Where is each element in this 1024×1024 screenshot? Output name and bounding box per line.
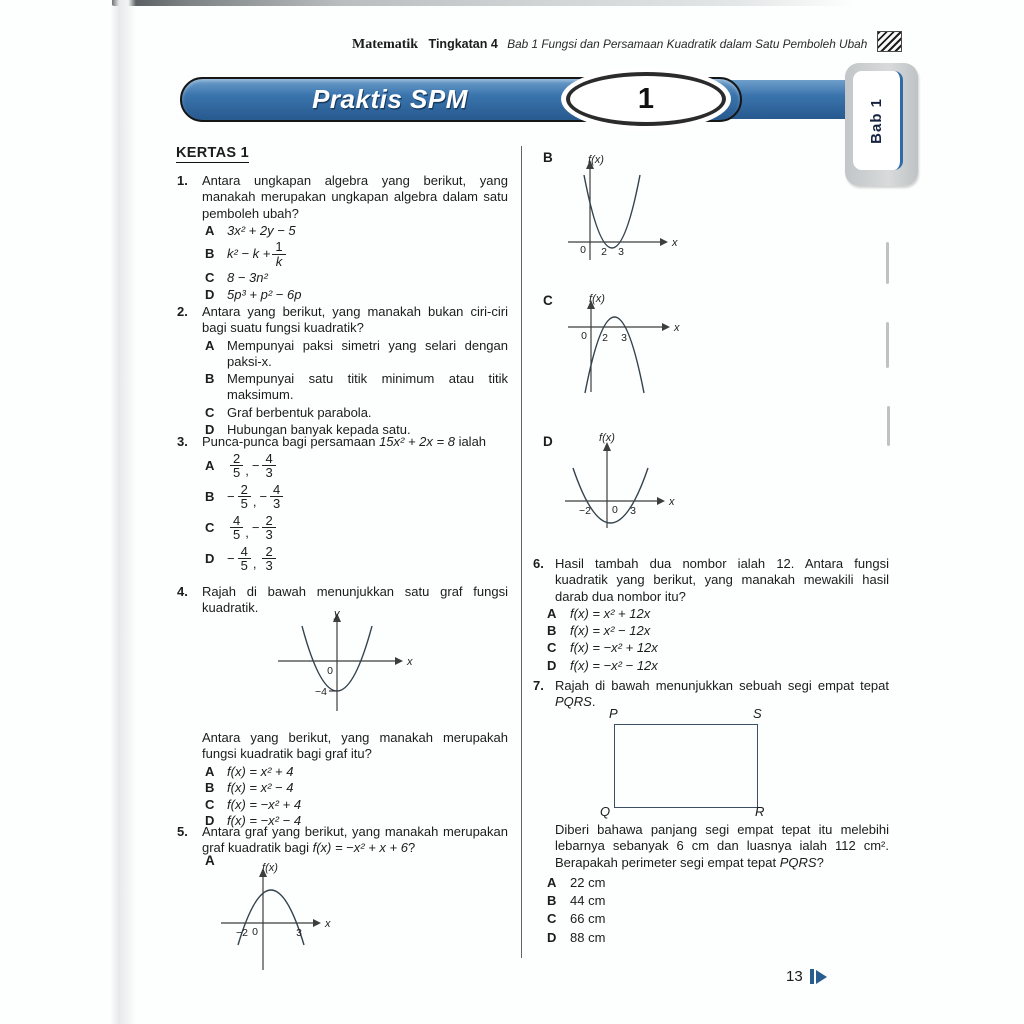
banner-title: Praktis SPM	[312, 84, 468, 114]
option-text: Graf berbentuk parabola.	[227, 404, 372, 420]
publisher-logo-icon	[877, 31, 902, 52]
corner-label-p: P	[609, 706, 618, 721]
option-letter: D	[205, 550, 215, 566]
quadratic-graph-d	[555, 432, 690, 542]
fraction: $\frac{2}{5}$	[230, 452, 243, 480]
option-text: Hubungan banyak kepada satu.	[227, 422, 411, 438]
option-text: 44 cm	[570, 893, 606, 909]
option-letter: A	[205, 763, 215, 779]
option-text: Mempunyai satu titik minimum atau titik maksimum.	[227, 371, 508, 403]
option-c	[205, 797, 508, 813]
question-3	[177, 434, 508, 574]
option-c	[205, 405, 508, 421]
question-number: 6.	[533, 556, 544, 571]
question-text: Antara graf yang berikut, yang manakah merupakan graf kuadratik bagi f(x) = −x² + x + 6?	[202, 824, 508, 856]
option-b	[205, 239, 508, 269]
option-letter: A	[547, 605, 557, 621]
option-formula: 8 − 3n²	[227, 270, 268, 286]
question-5	[177, 824, 508, 857]
option-letter: C	[547, 911, 557, 927]
option-letter: D	[205, 813, 215, 829]
option-letter: D	[547, 657, 557, 673]
tick-label: 3	[618, 246, 624, 258]
question-number: 4.	[177, 584, 188, 599]
x-axis-label: x	[674, 322, 680, 334]
tick-label: 3	[296, 927, 302, 939]
option-c	[547, 911, 889, 927]
origin-label: 0	[252, 926, 258, 938]
option-letter: A	[205, 457, 215, 473]
graph-option-label-b: B	[543, 150, 553, 165]
question-number: 1.	[177, 173, 188, 188]
header-subject: Matematik	[352, 37, 419, 52]
question-7	[533, 678, 889, 711]
graph-option-label-d: D	[543, 434, 553, 449]
quadratic-graph-b	[560, 148, 695, 276]
option-a	[205, 223, 508, 239]
option-letter: D	[205, 287, 215, 303]
running-header	[352, 31, 872, 53]
question-number: 7.	[533, 678, 544, 693]
option-formula: f(x) = x² + 4	[227, 763, 294, 779]
option-letter: B	[205, 488, 215, 504]
option-formula: f(x) = x² − 4	[227, 780, 294, 796]
graph-option-label-c: C	[543, 293, 553, 308]
corner-label-s: S	[753, 706, 762, 721]
fraction: $\frac{4}{3}$	[262, 452, 275, 480]
question-text: Diberi bahawa panjang segi empat tepat itu melebihi lebarnya sebanyak 6 cm dan luasnya ialah 112 cm². Berapakah perimeter segi empat tepat PQRS?	[555, 822, 889, 870]
option-a: A $\frac{2}{5}$ , − $\frac{4}{3}$	[205, 450, 508, 481]
option-formula: f(x) = x² − 12x	[570, 623, 651, 639]
option-letter: B	[547, 893, 557, 909]
page-edge-mark	[886, 242, 889, 284]
question-text: Rajah di bawah menunjukkan sebuah segi empat tepat PQRS.	[555, 678, 889, 710]
header-grade: Tingkatan 4	[428, 37, 498, 51]
option-letter: B	[205, 371, 215, 387]
section-title: KERTAS 1	[176, 145, 250, 161]
option-letter: B	[205, 246, 215, 262]
corner-label-r: R	[755, 804, 765, 819]
option-d	[547, 930, 889, 946]
y-axis-label: f(x)	[588, 154, 604, 166]
option-a	[205, 338, 508, 371]
origin-label: 0	[612, 504, 618, 516]
question-number: 3.	[177, 434, 188, 449]
origin-label: 0	[580, 244, 586, 256]
option-letter: C	[205, 796, 215, 812]
option-b	[547, 893, 889, 909]
tick-label: −2	[236, 927, 248, 939]
question-number: 5.	[177, 824, 188, 839]
fraction: $\frac{1}{k}$	[272, 240, 285, 268]
page-edge-mark	[886, 322, 889, 368]
chapter-number-badge	[566, 72, 726, 126]
option-letter: D	[547, 929, 557, 945]
question-text: Rajah di bawah menunjukkan satu graf fungsi kuadratik.	[202, 584, 508, 616]
question-text: Antara yang berikut, yang manakah merupakah fungsi kuadratik bagi graf itu?	[202, 730, 508, 762]
tick-label: −2	[579, 505, 591, 517]
option-formula: f(x) = −x² + 12x	[570, 640, 658, 656]
option-d	[205, 287, 508, 303]
option-formula: f(x) = −x² − 4	[227, 813, 302, 829]
page-arrow-icon	[816, 970, 827, 984]
option-b	[205, 371, 508, 404]
x-axis-label: x	[669, 496, 675, 508]
page-edge-mark	[887, 406, 890, 446]
quadratic-graph-c	[560, 292, 695, 404]
origin-label: 0	[327, 665, 333, 677]
question-text: Hasil tambah dua nombor ialah 12. Antara fungsi kuadratik yang berikut, yang manakah mewakili hasil darab dua nombor itu?	[555, 556, 889, 604]
question-1	[177, 173, 508, 304]
option-text: Mempunyai paksi simetri yang selari dengan paksi-x.	[227, 337, 508, 369]
fraction: $\frac{4}{5}$	[238, 545, 251, 573]
y-axis-label: f(x)	[599, 432, 615, 444]
min-tick-label: −4	[315, 686, 327, 698]
page-top-edge	[112, 0, 868, 6]
corner-label-q: Q	[600, 804, 611, 819]
option-b: B − $\frac{2}{5}$ , − $\frac{4}{3}$	[205, 481, 508, 512]
x-axis-label: x	[407, 656, 413, 668]
y-axis-label: y	[334, 608, 340, 620]
fraction: $\frac{2}{5}$	[238, 483, 251, 511]
option-letter: C	[547, 640, 557, 656]
option-text: 66 cm	[570, 911, 606, 927]
question-text: Antara yang berikut, yang manakah bukan ciri-ciri bagi suatu fungsi kuadratik?	[202, 304, 508, 336]
option-a	[205, 764, 508, 780]
option-letter: A	[205, 222, 215, 238]
x-axis-label: x	[672, 237, 678, 249]
option-c: C $\frac{4}{5}$ , − $\frac{2}{3}$	[205, 512, 508, 543]
option-formula: f(x) = −x² + 4	[227, 796, 302, 812]
tick-label: 2	[601, 246, 607, 258]
option-letter: A	[547, 874, 557, 890]
option-letter: C	[205, 270, 215, 286]
chapter-number: 1	[637, 82, 655, 115]
question-text: Punca-punca bagi persamaan 15x² + 2x = 8 ialah	[202, 434, 487, 449]
header-chapter-title: Bab 1 Fungsi dan Persamaan Kuadratik dalam Satu Pemboleh Ubah	[507, 37, 868, 51]
option-d: D − $\frac{4}{5}$ , $\frac{2}{3}$	[205, 543, 508, 574]
option-letter: C	[205, 519, 215, 535]
tick-label: 2	[602, 332, 608, 344]
option-formula: 3x² + 2y − 5	[227, 222, 296, 238]
option-a	[547, 606, 889, 622]
option-c	[547, 640, 889, 656]
option-letter: C	[205, 404, 215, 420]
fraction: $\frac{2}{3}$	[262, 545, 275, 573]
option-text: 88 cm	[570, 929, 606, 945]
page-left-edge	[110, 0, 136, 1024]
fraction: $\frac{2}{3}$	[262, 514, 275, 542]
question-number: 2.	[177, 304, 188, 319]
option-letter: B	[205, 780, 215, 796]
bab-tab-label: Bab 1	[868, 97, 885, 144]
column-divider	[521, 146, 522, 958]
graph-option-label-a: A	[205, 853, 215, 868]
option-c	[205, 270, 508, 286]
page-number: 13	[786, 968, 803, 985]
option-formula: 5p³ + p² − 6p	[227, 287, 302, 303]
fraction: $\frac{4}{5}$	[230, 514, 243, 542]
option-letter: A	[205, 337, 215, 353]
tick-label: 3	[630, 505, 636, 517]
option-a	[547, 875, 889, 891]
origin-label: 0	[581, 330, 587, 342]
bab-side-tab	[845, 63, 918, 186]
question-formula: 15x² + 2x = 8	[379, 434, 455, 449]
bab-side-tab-inner	[853, 71, 903, 170]
x-axis-label: x	[325, 918, 331, 930]
page-arrow-icon	[810, 969, 814, 984]
question-2	[177, 304, 508, 438]
question-4-choices	[177, 730, 508, 829]
option-letter: D	[205, 422, 215, 438]
fraction: $\frac{4}{3}$	[270, 483, 283, 511]
option-d	[547, 658, 889, 674]
page-footer	[786, 968, 827, 985]
y-axis-label: f(x)	[589, 293, 605, 305]
y-axis-label: f(x)	[262, 862, 278, 874]
option-b	[547, 623, 889, 639]
tick-label: 3	[621, 332, 627, 344]
option-formula: f(x) = −x² − 12x	[570, 657, 658, 673]
option-b	[205, 780, 508, 796]
quadratic-graph-q4	[268, 608, 418, 726]
question-6	[533, 556, 889, 674]
quadratic-graph-q5a	[213, 862, 348, 980]
rectangle-pqrs	[614, 724, 758, 808]
question-text: Antara ungkapan algebra yang berikut, yang manakah merupakan ungkapan algebra dalam satu pemboleh ubah?	[202, 173, 508, 221]
option-text: 22 cm	[570, 874, 606, 890]
option-formula: f(x) = x² + 12x	[570, 605, 651, 621]
option-formula: k² − k +	[227, 246, 271, 262]
question-7-body	[533, 822, 889, 946]
option-letter: B	[547, 623, 557, 639]
question-formula: f(x) = −x² + x + 6	[312, 840, 408, 856]
